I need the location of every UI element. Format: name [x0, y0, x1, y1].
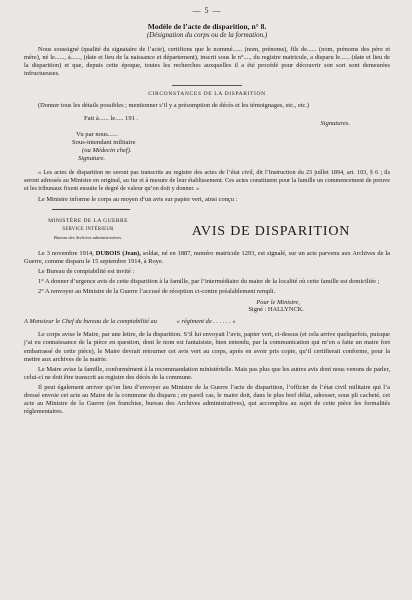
divider-2 [52, 209, 130, 210]
maire-paragraph: Le corps avise le Maire, par une lettre, de la disparition. S’il lui envoyait l’avis, papier vert, ci-dessus (et cela arrive quelquefois, puisque j’ai eu connaissance de la pièce en question, dont le nom est fantaisiste, bien entendu, par la communication qui m’en a faite un maire fort embarrassé de cette pièce), le Maire devrait retourner cet avis vert au corps, après en avoir pris copie, qu’il certifierait conforme, pour la mettre aux archives de la mairie. [24, 331, 390, 363]
page-number: — 5 — [192, 6, 222, 15]
notice-rest: soldat, né en 1887, numéro matricule 1293, est signalé, sur un acte parvenu aux Archives de la Guerre, comme disparu le 15 septembre 1914, à Roye. [24, 249, 390, 265]
pour-ministre: Pour le Ministre, [256, 299, 300, 307]
fait-line: Fait à...... le..... 191 . [84, 115, 139, 123]
notice-date: Le 3 novembre 1914, [38, 249, 94, 257]
arrive-paragraph: Il peut également arriver qu’on lieu d’envoyer au Ministre de la Guerre l’acte de disparition, l’officier de l’état civil militaire qui l’a dressé envoie cet acte au Maire de la commune du disparu ; en pareil cas, le maire doit, dans le plus bref délai, adresser, sous pli cacheté, cet acte au Ministre de la Guerre (en franchise, bureau des Archives administratives), qui accomplira au sujet de cette pièce les formalités réglementaires. [24, 383, 390, 416]
circumstances-text: (Donner tous les détails possibles ; mentionner s’il y a présomption de décès et les témoignages, etc., etc.) [38, 102, 309, 110]
instruction-quote: « Les actes de disparition ne seront pas transcrits au registre des actes de l’état civil, dit l’Instruction du 23 juillet 1894, art. 103, § 6 ; ils seront adressés au Ministre en original, au fur et à mesure de leur établissement. Ces actes constituent pour la famille un commencement de preuve et les tribunaux fixent ensuite le degré de valeur qu’on doit y donner. » [24, 169, 390, 193]
instruction-item-2: 2° A renvoyer au Ministre de la Guerre l’accusé de réception ci-contre préalablement rempli. [38, 288, 276, 296]
bureau-invite: Le Bureau de comptabilité est invité : [38, 268, 135, 276]
model-subtitle: (Désignation du corps ou de la formation.) [146, 31, 268, 39]
vu-pour: Vu par nous...... [76, 131, 118, 139]
vu-block [72, 131, 390, 163]
invite-line: Le Ministre informe le corps au moyen d’un avis sur papier vert, ainsi conçu : [38, 195, 238, 203]
avis-title: AVIS DE DISPARITION [191, 223, 351, 239]
act-paragraph: Nous soussigné (qualité du signataire de l’acte), certifions que le nommé...... (nom, prénoms), fils de...... (nom, prénoms des père et mère), né le......, à......, (date et lieu de la naissance et département), inscrit sous le n°...., du registre matricule, a disparu le...... (date et lieu de la disparition) et que, depuis cette époque, toutes les recherches auxquelles il a été procédé pour découvrir son sort sont demeurées infructueuses. [24, 46, 390, 78]
signe-line: Signé : HALLYNCK. [248, 306, 304, 314]
divider [172, 85, 242, 86]
notice-header [24, 218, 390, 240]
signature-label: Signature. [78, 155, 106, 163]
circumstances-heading: CIRCONSTANCES DE LA DISPARITION [148, 91, 266, 98]
ministry-block [24, 218, 152, 240]
notice-name: DUBOIS (Jean), [95, 249, 141, 257]
bureau-name: Bureau des Archives administratives. [53, 234, 123, 240]
addressee: A Monsieur le Chef du bureau de la comptabilité au [24, 318, 157, 326]
model-title: Modèle de l’acte de disparition, n° 8. [147, 22, 267, 31]
sous-intendant: Sous-intendant militaire [72, 139, 136, 147]
notice-main [24, 250, 390, 266]
ministry-name: MINISTÈRE DE LA GUERRE [48, 217, 128, 224]
medecin-chef: (ou Médecin chef). [82, 147, 132, 155]
instruction-item-1: 1° A donner d’urgence avis de cette disparition à la famille, par l’intermédiaire du maire de la localité où cette famille est domiciliée ; [38, 278, 380, 286]
regiment: « régiment de . . . . . . » [176, 318, 236, 326]
addressee-line [24, 318, 390, 325]
signatures-label: Signatures. [320, 120, 350, 128]
avise-paragraph: Le Maire avise la famille, conformément à la recommandation ministérielle. Mais pas plus que les autres avis dont nous venons de parler, celui-ci ne doit être transcrit au registre des décès de la commune. [24, 365, 390, 381]
service-name: SERVICE INTÉRIEUR [62, 226, 114, 232]
